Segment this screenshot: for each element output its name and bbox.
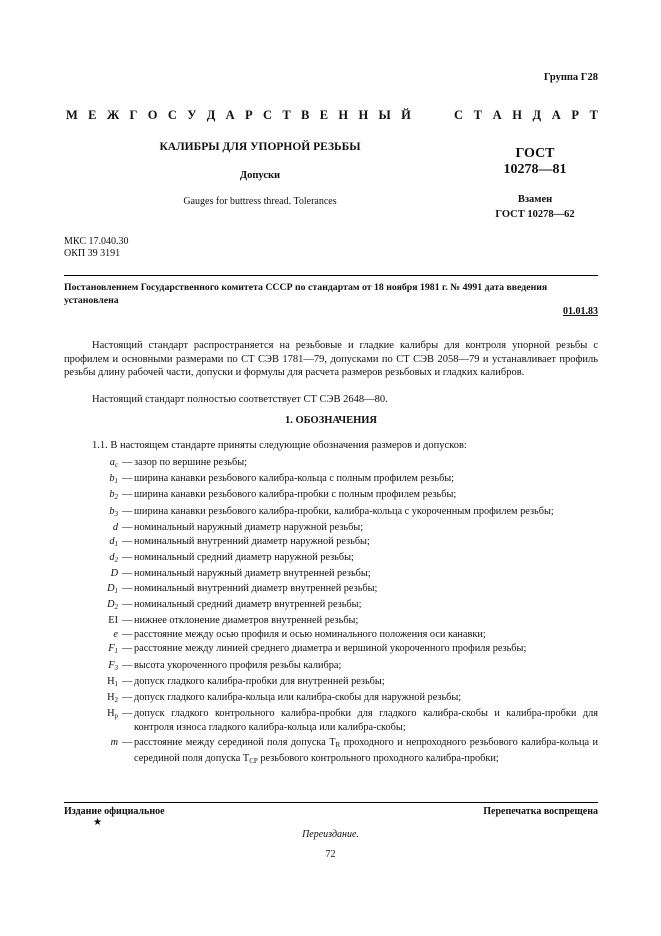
- definition-dash: —: [122, 505, 133, 517]
- rule-bottom: [64, 802, 598, 803]
- reprint-prohibited: Перепечатка воспрещена: [483, 806, 598, 817]
- banner-letter: Й: [401, 108, 411, 122]
- banner-letter: Ж: [106, 108, 120, 122]
- okp-code: ОКП 39 3191: [64, 248, 121, 259]
- definition-text: зазор по вершине резьбы;: [134, 457, 247, 468]
- definition-symbol: e: [113, 629, 118, 641]
- banner-letter: А: [492, 108, 502, 122]
- definition-symbol: $b_1$: [109, 473, 118, 486]
- definition-text: номинальный средний диаметр наружной резьбы;: [134, 552, 354, 564]
- definition-text: номинальный внутренний диаметр наружной резьбы;: [134, 536, 370, 548]
- definition-dash: —: [122, 692, 133, 704]
- definition-dash: —: [122, 457, 133, 468]
- banner-letter: С: [167, 108, 177, 122]
- definition-dash: —: [122, 643, 133, 655]
- definition-text: расстояние между осью профиля и осью номинального положения оси канавки;: [134, 629, 486, 641]
- compliance-paragraph: Настоящий стандарт полностью соответствует СТ СЭВ 2648—80.: [92, 394, 388, 405]
- definition-symbol: $d_1$: [109, 536, 118, 549]
- definition-item: [64, 567, 598, 581]
- banner-letter: Ы: [378, 108, 391, 122]
- intro-paragraph: Настоящий стандарт распространяется на резьбовые и гладкие калибры для контроля упорной резьбы с профилем и основными размерами по СТ СЭВ 1781—79, допусками по СТ СЭВ 2058—79 и устанавливает профиль резьбы длину рабочей части, допуски и формулы для расчета размеров резьбовых и гладких калибров.: [64, 340, 598, 379]
- replaces-label: Взамен: [517, 194, 553, 205]
- definition-dash: —: [122, 521, 133, 533]
- banner-letter: А: [225, 108, 235, 122]
- definition-symbol: $H_2$: [107, 692, 118, 705]
- banner-letter: Н: [338, 108, 349, 122]
- definition-dash: —: [122, 598, 133, 610]
- definition-text: допуск гладкого калибра-кольца или калибра-скобы для наружной резьбы;: [134, 692, 462, 704]
- banner-right: [454, 108, 598, 123]
- english-title: Gauges for buttress thread. Tolerances: [183, 196, 337, 207]
- section-heading: 1. ОБОЗНАЧЕНИЯ: [284, 415, 378, 426]
- banner-letter: О: [147, 108, 158, 122]
- banner-letter: Т: [282, 108, 291, 122]
- definition-symbol: EI: [108, 615, 118, 627]
- rule-top: [64, 275, 598, 276]
- banner-letter: Г: [129, 108, 138, 122]
- definition-symbol: D: [110, 568, 118, 580]
- definition-item: [64, 488, 598, 504]
- definition-symbol: $H_p$: [107, 708, 118, 721]
- definition-item: [64, 628, 598, 642]
- banner-letter: С: [263, 108, 273, 122]
- definition-symbol: $F_3$: [108, 659, 118, 672]
- definition-dash: —: [122, 473, 133, 485]
- definition-text: допуск гладкого контрольного калибра-пробки для гладкого калибра-скобы и калибра-пробки для контроля износа гладкого калибра-кольца или калибра-скобы;: [134, 708, 598, 734]
- banner-letter: Т: [473, 108, 482, 122]
- definition-dash: —: [122, 675, 133, 687]
- effective-date: 01.01.83: [563, 306, 598, 317]
- definition-dash: —: [122, 736, 133, 748]
- banner-letter: Е: [319, 108, 329, 122]
- definition-dash: —: [122, 489, 133, 501]
- definition-item: [64, 472, 598, 488]
- definition-item: [64, 505, 598, 521]
- definition-text: допуск гладкого калибра-пробки для внутренней резьбы;: [134, 675, 385, 687]
- banner-letter: М: [66, 108, 78, 122]
- banner-letter: А: [551, 108, 561, 122]
- definition-dash: —: [122, 659, 133, 671]
- definitions-list: [64, 456, 598, 768]
- banner-left: [66, 108, 411, 123]
- definition-text: расстояние между серединой поля допуска $T_R$ проходного и непроходного резьбового калибра-кольца и серединой поля допуска $T_{CP}$ резьбового контрольного проходного калибра-пробки;: [134, 736, 598, 765]
- definition-text: номинальный средний диаметр внутренней резьбы;: [134, 598, 362, 610]
- banner-letter: Е: [88, 108, 97, 122]
- banner-letter: Т: [589, 108, 598, 122]
- definition-item: [64, 691, 598, 707]
- definition-item: [64, 736, 598, 768]
- definition-text: расстояние между линией среднего диаметра и вершиной укороченного профиля резьбы;: [134, 643, 527, 655]
- definition-dash: —: [122, 629, 133, 641]
- definition-item: [64, 707, 598, 735]
- gost-label: ГОСТ: [515, 146, 555, 161]
- definition-dash: —: [122, 552, 133, 564]
- definition-symbol: $d_2$: [109, 552, 118, 565]
- gost-number: 10278—81: [503, 162, 567, 177]
- definition-symbol: m: [110, 736, 118, 748]
- definition-dash: —: [122, 708, 133, 720]
- definition-dash: —: [122, 536, 133, 548]
- definition-text: номинальный наружный диаметр наружной резьбы;: [134, 521, 364, 533]
- definition-item: [64, 521, 598, 535]
- definition-item: [64, 675, 598, 691]
- definition-text: номинальный наружный диаметр внутренней резьбы;: [134, 568, 371, 580]
- definition-item: [64, 659, 598, 675]
- definition-item: [64, 456, 598, 472]
- definition-symbol: $b_3$: [109, 505, 118, 518]
- definition-symbol: $H_1$: [107, 675, 118, 688]
- definition-text: нижнее отклонение диаметров внутренней резьбы;: [134, 615, 359, 627]
- definition-text: высота укороченного профиля резьбы калибра;: [134, 659, 342, 671]
- banner-letter: Р: [571, 108, 579, 122]
- definition-text: ширина канавки резьбового калибра-пробки с полным профилем резьбы;: [134, 489, 457, 501]
- definition-symbol: $F_1$: [108, 643, 118, 656]
- definition-symbol: $D_2$: [107, 598, 118, 611]
- definition-item: [64, 582, 598, 598]
- page-number: 72: [325, 849, 336, 860]
- group-code: Группа Г28: [543, 72, 598, 83]
- banner-letter: У: [187, 108, 197, 122]
- definition-text: ширина канавки резьбового калибра-кольца с полным профилем резьбы;: [134, 473, 455, 485]
- official-edition: Издание официальное: [64, 806, 165, 817]
- banner-letter: Д: [206, 108, 216, 122]
- definition-item: [64, 642, 598, 658]
- banner-letter: Д: [532, 108, 542, 122]
- banner-letter: Н: [358, 108, 369, 122]
- definition-symbol: $a_c$: [109, 457, 118, 469]
- interstate-standard-banner: [66, 108, 598, 123]
- mks-code: МКС 17.040.30: [64, 236, 129, 247]
- definition-item: [64, 614, 598, 628]
- reissue-note: Переиздание.: [302, 829, 359, 840]
- definition-symbol: $D_1$: [107, 582, 118, 595]
- definition-dash: —: [122, 582, 133, 594]
- definition-item: [64, 551, 598, 567]
- definition-item: [64, 598, 598, 614]
- document-subtitle: Допуски: [239, 170, 281, 181]
- banner-letter: Н: [512, 108, 522, 122]
- definition-dash: —: [122, 568, 133, 580]
- document-title: КАЛИБРЫ ДЛЯ УПОРНОЙ РЕЗЬБЫ: [159, 141, 361, 153]
- replaces-number: ГОСТ 10278—62: [495, 209, 575, 220]
- banner-letter: Р: [245, 108, 253, 122]
- definition-symbol: $b_2$: [109, 489, 118, 502]
- star-mark: ★: [93, 817, 102, 828]
- definition-text: ширина канавки резьбового калибра-пробки, калибра-кольца с укороченным профилем резьбы;: [134, 505, 554, 517]
- decree-text: Постановлением Государственного комитета СССР по стандартам от 18 ноября 1981 г. № 4991 дата введения установлена: [64, 282, 548, 306]
- banner-letter: В: [301, 108, 310, 122]
- section-lead: 1.1. В настоящем стандарте приняты следующие обозначения размеров и допусков:: [92, 440, 467, 451]
- banner-letter: С: [454, 108, 464, 122]
- definition-dash: —: [122, 615, 133, 627]
- definition-symbol: d: [112, 521, 118, 533]
- definition-item: [64, 535, 598, 551]
- definition-text: номинальный внутренний диаметр внутренней резьбы;: [134, 582, 378, 594]
